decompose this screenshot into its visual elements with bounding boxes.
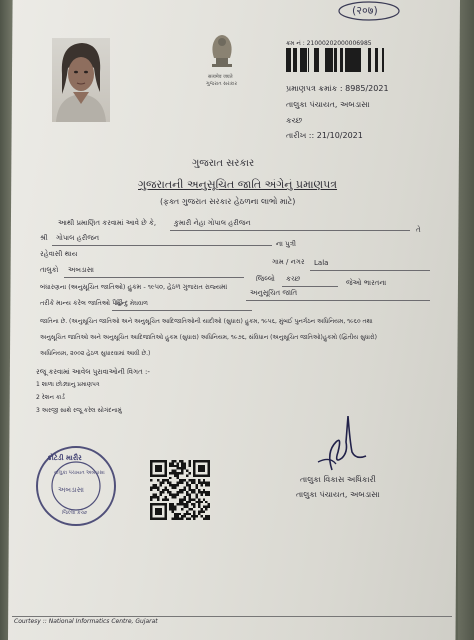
- legal-paragraph-line-2: અનુસૂચિત જાતિઓ અને અનુસૂચિત આદિજાતિઓ હુકમ (સુધારા) અધિનિયમ, ૧૯૭૬, સંવિધાન (અનુસૂચિત જાતિઓ)હુકમો (દ્વિતીય સુધારો): [40, 334, 377, 341]
- document-item-3: 3 અરજી સાથે રજૂ કરેલ સોગંદનામું: [36, 407, 122, 414]
- village-underline: [310, 270, 430, 271]
- taluka-label: તાલુકો: [40, 266, 59, 274]
- issuing-office: તાલુકા પંચાયત, અબડાસા: [286, 100, 370, 109]
- legal-paragraph-line-3: અધિનિયમ, ૨૦૦૨ હેઠળ સુધારવામાં આવી છે.): [40, 350, 151, 357]
- government-title: ગુજરાત સરકાર: [192, 158, 255, 169]
- officer-signature: [312, 412, 368, 474]
- margin-note-text: (२०७): [352, 4, 378, 17]
- district-label: જિલ્લો: [256, 275, 275, 283]
- name-underline: [170, 230, 410, 231]
- caste-value: હિન્દુ મેઘવાળ: [116, 300, 148, 307]
- resident-label: રહેવાસી થાય: [40, 250, 78, 258]
- qr-code: [150, 460, 210, 520]
- document-item-2: 2 રેશન કાર્ડ: [36, 394, 65, 401]
- emblem-caption-1: सत्यमेव जयते: [208, 74, 233, 80]
- barcode: [286, 48, 384, 72]
- state-emblem: [200, 28, 244, 76]
- caste-label: તરીકે માન્ય કરેલ જાતિઓ પૈકી: [40, 299, 123, 307]
- signatory-office: તાલુકા પંચાયત, અબડાસા: [296, 490, 380, 499]
- te-label: તે: [416, 226, 421, 234]
- order-underline: [246, 300, 430, 301]
- village-label: ગામ / નગર: [272, 258, 305, 266]
- district-underline: [282, 286, 338, 287]
- stamp-center-text: અબડાસા: [58, 486, 84, 494]
- taluka-value: અબડાસા: [68, 266, 94, 274]
- district-value: કચ્છ: [286, 275, 301, 283]
- documents-heading: રજૂ કરવામાં આવેલ પુરાવાઓની વિગત :-: [36, 368, 150, 376]
- taluka-underline: [64, 277, 244, 278]
- village-value: Lala: [314, 259, 329, 267]
- father-label: શ્રી: [40, 234, 48, 242]
- order-line: બંધારણના (અનુસૂચિત જાતિઓ) હુકમ - ૧૯૫૦, હેઠળ ગુજરાત રાજ્યમાં: [40, 283, 228, 291]
- stamp-line-2: જિલ્લા કચ્છ: [62, 510, 88, 516]
- applicant-photo: [52, 38, 110, 122]
- certificate-subtitle: (ફક્ત ગુજરાત સરકાર હેઠળના લાભો માટે): [160, 197, 296, 206]
- certify-label: આથી પ્રમાણિત કરવામાં આવે છે કે,: [58, 219, 157, 227]
- stamp-top-text: ક્રોટેડી મારૌર: [47, 454, 82, 462]
- certificate-title: ગુજરાતની અનુસૂચિત જાતિ અંગેનું પ્રમાણપત્ર: [138, 178, 338, 191]
- state-label: જેઓ ભારતના: [346, 279, 387, 287]
- stamp-line-1: તાલુકા પંચાયત અબડાસા: [54, 470, 105, 476]
- father-underline: [52, 245, 272, 246]
- relation-label: ના પુત્રી: [276, 240, 297, 248]
- emblem-caption-2: ગુજરાત સરકાર: [206, 81, 238, 87]
- order-value: અનુસૂચિત જાતિ: [250, 289, 298, 297]
- signatory-title: તાલુકા વિકાસ અધિકારી: [300, 475, 376, 484]
- document-number: ક્રમ નં : 21000202000006985: [286, 40, 372, 47]
- certificate-number: પ્રમાણપત્ર ક્રમાંક : 8985/2021: [286, 84, 389, 93]
- issue-date: તારીખ :: 21/10/2021: [286, 131, 363, 140]
- issuing-district: કચ્છ: [286, 116, 303, 125]
- applicant-name: કુમારી નેહા ગોપાલ હરીજન: [174, 219, 251, 227]
- caste-underline: [112, 310, 252, 311]
- document-item-1: 1 શાળા છોડ્યાનુ પ્રમાણપત્ર: [36, 381, 100, 388]
- right-background: [458, 0, 474, 640]
- legal-paragraph-line-1: જાતિના છે. (અનુસૂચિત જાતિઓ અને અનુસૂચિત આદિજાતિઓની યાદીઓ (સુધારા) હુકમ, ૧૯૫૬, મુંબઈ પુનર્ગઠન અધિનિયમ, ૧૯૬૦ તથા: [40, 318, 373, 325]
- father-name: ગોપાલ હરીજન: [56, 234, 100, 242]
- footer-courtesy: Courtesy :: National Informatics Centre, Gujarat: [14, 618, 158, 625]
